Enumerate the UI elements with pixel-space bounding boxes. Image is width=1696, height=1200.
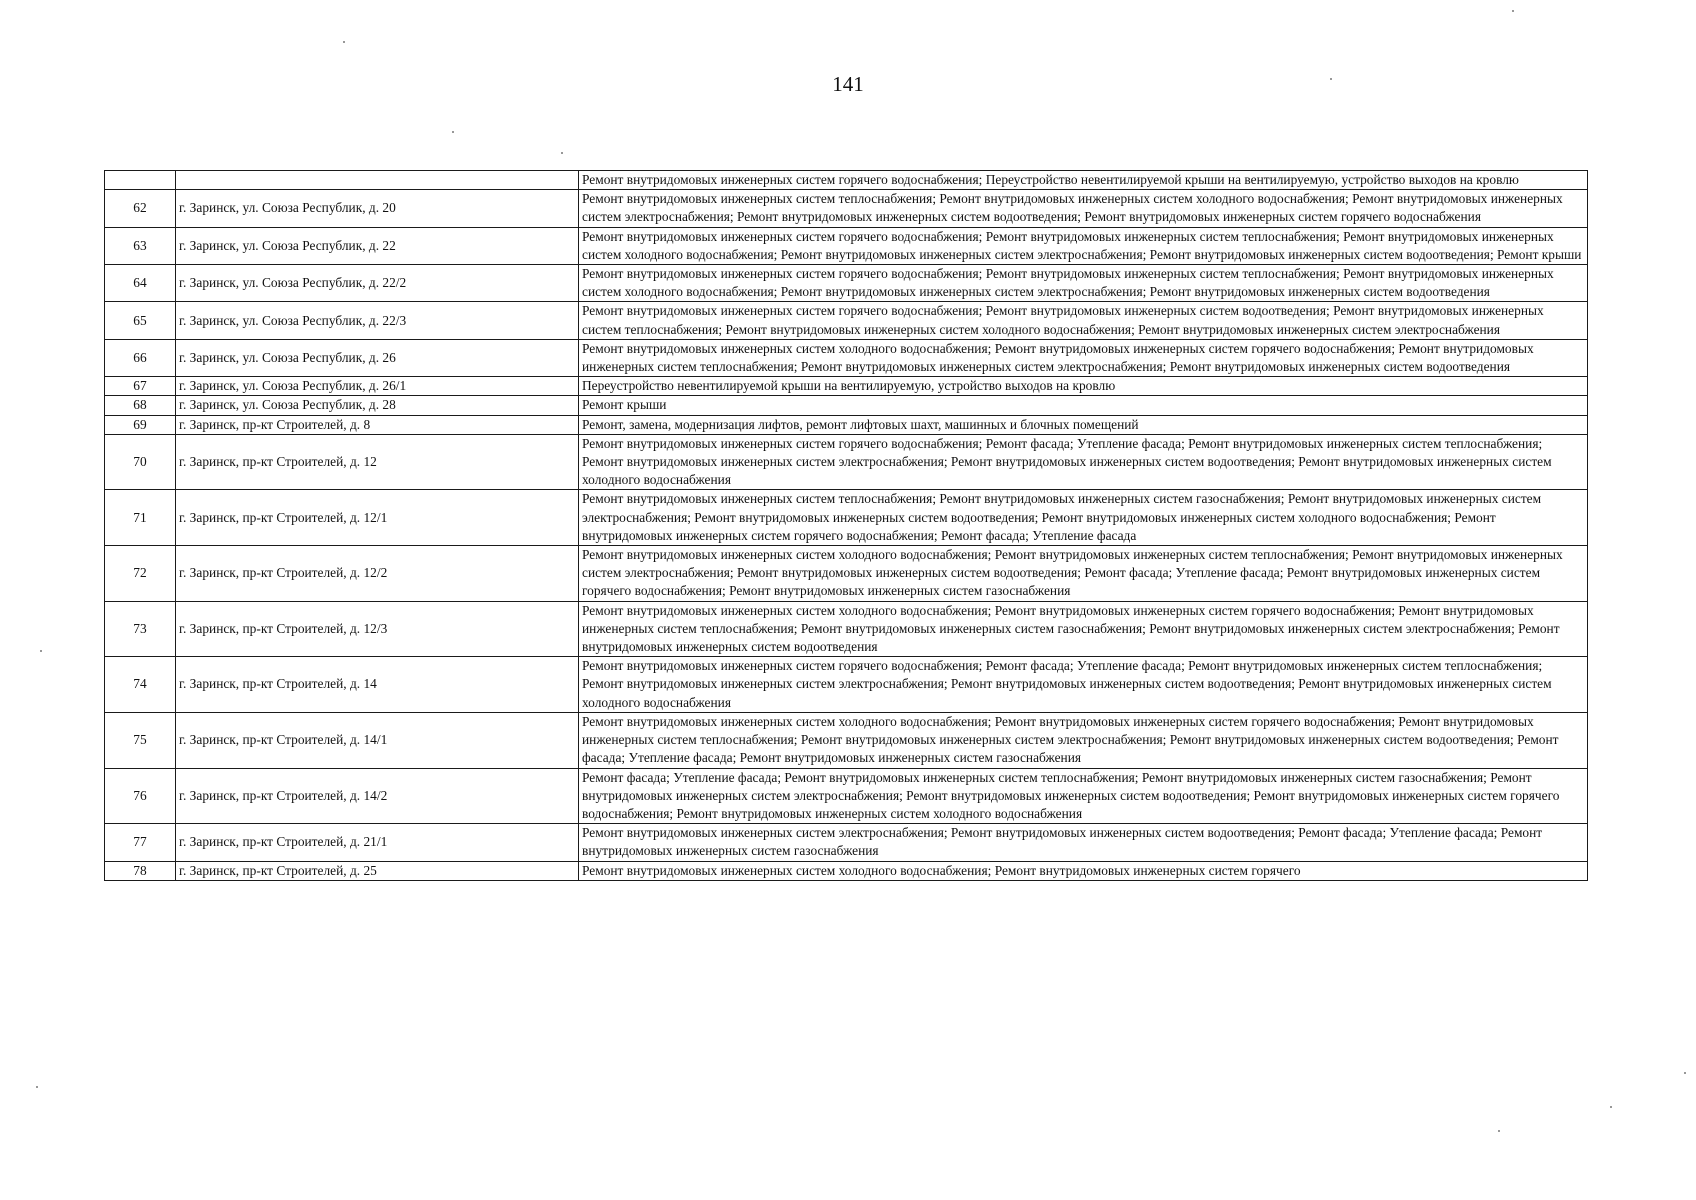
table-row: [105, 265, 1588, 302]
table-row: [105, 396, 1588, 415]
row-number-cell: 72: [105, 546, 176, 602]
address-cell: г. Заринск, ул. Союза Республик, д. 26/1: [176, 377, 579, 396]
row-number-cell: 71: [105, 490, 176, 546]
row-number-cell: 68: [105, 396, 176, 415]
scan-speck: [1498, 1130, 1500, 1132]
row-number-cell: 66: [105, 339, 176, 376]
address-cell: г. Заринск, пр-кт Строителей, д. 12/2: [176, 546, 579, 602]
table-row: [105, 227, 1588, 264]
scan-speck: [1610, 1106, 1612, 1108]
row-number-cell: 67: [105, 377, 176, 396]
works-cell: Ремонт внутридомовых инженерных систем холодного водоснабжения; Ремонт внутридомовых инженерных систем горячего водоснабжения; Ремонт внутридомовых инженерных систем теплоснабжения; Ремонт внутридомовых инженерных систем электроснабжения; Ремонт внутридомовых инженерных систем водоотведения: [579, 339, 1588, 376]
address-cell: г. Заринск, ул. Союза Республик, д. 22/3: [176, 302, 579, 339]
row-number-cell: [105, 171, 176, 190]
works-cell: Ремонт внутридомовых инженерных систем теплоснабжения; Ремонт внутридомовых инженерных систем холодного водоснабжения; Ремонт внутридомовых инженерных систем электроснабжения; Ремонт внутридомовых инженерных систем водоотведения; Ремонт внутридомовых инженерных систем горячего водоснабжения: [579, 190, 1588, 227]
table-row: [105, 601, 1588, 657]
table-row: [105, 377, 1588, 396]
repair-registry-table: [104, 170, 1588, 881]
scan-speck: [1684, 1072, 1686, 1074]
page-number: 141: [832, 72, 864, 96]
table-row: [105, 657, 1588, 713]
works-cell: Переустройство невентилируемой крыши на вентилируемую, устройство выходов на кровлю: [579, 377, 1588, 396]
scan-speck: [1512, 10, 1514, 12]
row-number-cell: 77: [105, 824, 176, 861]
table-row: [105, 339, 1588, 376]
address-cell: г. Заринск, пр-кт Строителей, д. 14/1: [176, 712, 579, 768]
works-cell: Ремонт крыши: [579, 396, 1588, 415]
works-cell: Ремонт внутридомовых инженерных систем холодного водоснабжения; Ремонт внутридомовых инженерных систем горячего: [579, 861, 1588, 880]
works-cell: Ремонт внутридомовых инженерных систем холодного водоснабжения; Ремонт внутридомовых инженерных систем горячего водоснабжения; Ремонт внутридомовых инженерных систем теплоснабжения; Ремонт внутридомовых инженерных систем газоснабжения; Ремонт внутридомовых инженерных систем электроснабжения; Ремонт внутридомовых инженерных систем водоотведения: [579, 601, 1588, 657]
address-cell: г. Заринск, пр-кт Строителей, д. 21/1: [176, 824, 579, 861]
address-cell: г. Заринск, пр-кт Строителей, д. 12/3: [176, 601, 579, 657]
address-cell: г. Заринск, ул. Союза Республик, д. 28: [176, 396, 579, 415]
row-number-cell: 75: [105, 712, 176, 768]
address-cell: г. Заринск, ул. Союза Республик, д. 20: [176, 190, 579, 227]
row-number-cell: 62: [105, 190, 176, 227]
scan-speck: [561, 152, 563, 154]
address-cell: г. Заринск, пр-кт Строителей, д. 12/1: [176, 490, 579, 546]
works-cell: Ремонт внутридомовых инженерных систем горячего водоснабжения; Ремонт внутридомовых инженерных систем водоотведения; Ремонт внутридомовых инженерных систем теплоснабжения; Ремонт внутридомовых инженерных систем холодного водоснабжения; Ремонт внутридомовых инженерных систем электроснабжения: [579, 302, 1588, 339]
scan-speck: [40, 650, 42, 652]
works-cell: Ремонт внутридомовых инженерных систем холодного водоснабжения; Ремонт внутридомовых инженерных систем теплоснабжения; Ремонт внутридомовых инженерных систем электроснабжения; Ремонт внутридомовых инженерных систем водоотведения; Ремонт фасада; Утепление фасада; Ремонт внутридомовых инженерных систем горячего водоснабжения; Ремонт внутридомовых инженерных систем газоснабжения: [579, 546, 1588, 602]
works-cell: Ремонт внутридомовых инженерных систем горячего водоснабжения; Ремонт фасада; Утепление фасада; Ремонт внутридомовых инженерных систем теплоснабжения; Ремонт внутридомовых инженерных систем электроснабжения; Ремонт внутридомовых инженерных систем водоотведения; Ремонт внутридомовых инженерных систем холодного водоснабжения: [579, 434, 1588, 490]
row-number-cell: 76: [105, 768, 176, 824]
works-cell: Ремонт внутридомовых инженерных систем теплоснабжения; Ремонт внутридомовых инженерных систем газоснабжения; Ремонт внутридомовых инженерных систем электроснабжения; Ремонт внутридомовых инженерных систем водоотведения; Ремонт внутридомовых инженерных систем холодного водоснабжения; Ремонт внутридомовых инженерных систем горячего водоснабжения; Ремонт фасада; Утепление фасада: [579, 490, 1588, 546]
row-number-cell: 78: [105, 861, 176, 880]
works-cell: Ремонт внутридомовых инженерных систем горячего водоснабжения; Ремонт внутридомовых инженерных систем теплоснабжения; Ремонт внутридомовых инженерных систем холодного водоснабжения; Ремонт внутридомовых инженерных систем электроснабжения; Ремонт внутридомовых инженерных систем водоотведения: [579, 265, 1588, 302]
table-row: [105, 824, 1588, 861]
address-cell: [176, 171, 579, 190]
table-row: [105, 302, 1588, 339]
table-row: [105, 171, 1588, 190]
scan-speck: [36, 1086, 38, 1088]
registry-table-body: [105, 171, 1588, 881]
address-cell: г. Заринск, ул. Союза Республик, д. 22/2: [176, 265, 579, 302]
works-cell: Ремонт внутридомовых инженерных систем горячего водоснабжения; Ремонт внутридомовых инженерных систем теплоснабжения; Ремонт внутридомовых инженерных систем холодного водоснабжения; Ремонт внутридомовых инженерных систем электроснабжения; Ремонт внутридомовых инженерных систем водоотведения; Ремонт крыши: [579, 227, 1588, 264]
table-row: [105, 546, 1588, 602]
address-cell: г. Заринск, ул. Союза Республик, д. 22: [176, 227, 579, 264]
address-cell: г. Заринск, ул. Союза Республик, д. 26: [176, 339, 579, 376]
works-cell: Ремонт внутридомовых инженерных систем электроснабжения; Ремонт внутридомовых инженерных систем водоотведения; Ремонт фасада; Утепление фасада; Ремонт внутридомовых инженерных систем газоснабжения: [579, 824, 1588, 861]
address-cell: г. Заринск, пр-кт Строителей, д. 14/2: [176, 768, 579, 824]
works-cell: Ремонт внутридомовых инженерных систем холодного водоснабжения; Ремонт внутридомовых инженерных систем горячего водоснабжения; Ремонт внутридомовых инженерных систем теплоснабжения; Ремонт внутридомовых инженерных систем электроснабжения; Ремонт внутридомовых инженерных систем водоотведения; Ремонт фасада; Утепление фасада; Ремонт внутридомовых инженерных систем газоснабжения: [579, 712, 1588, 768]
table-row: [105, 190, 1588, 227]
works-cell: Ремонт внутридомовых инженерных систем горячего водоснабжения; Ремонт фасада; Утепление фасада; Ремонт внутридомовых инженерных систем теплоснабжения; Ремонт внутридомовых инженерных систем электроснабжения; Ремонт внутридомовых инженерных систем водоотведения; Ремонт внутридомовых инженерных систем холодного водоснабжения: [579, 657, 1588, 713]
row-number-cell: 70: [105, 434, 176, 490]
address-cell: г. Заринск, пр-кт Строителей, д. 25: [176, 861, 579, 880]
scan-speck: [1330, 78, 1332, 80]
address-cell: г. Заринск, пр-кт Строителей, д. 12: [176, 434, 579, 490]
works-cell: Ремонт, замена, модернизация лифтов, ремонт лифтовых шахт, машинных и блочных помещений: [579, 415, 1588, 434]
works-cell: Ремонт внутридомовых инженерных систем горячего водоснабжения; Переустройство невентилируемой крыши на вентилируемую, устройство выходов на кровлю: [579, 171, 1588, 190]
table-row: [105, 712, 1588, 768]
row-number-cell: 65: [105, 302, 176, 339]
table-row: [105, 768, 1588, 824]
row-number-cell: 64: [105, 265, 176, 302]
row-number-cell: 63: [105, 227, 176, 264]
table-row: [105, 434, 1588, 490]
row-number-cell: 73: [105, 601, 176, 657]
scan-speck: [343, 41, 345, 43]
table-row: [105, 490, 1588, 546]
row-number-cell: 69: [105, 415, 176, 434]
scan-speck: [452, 131, 454, 133]
works-cell: Ремонт фасада; Утепление фасада; Ремонт внутридомовых инженерных систем теплоснабжения; Ремонт внутридомовых инженерных систем газоснабжения; Ремонт внутридомовых инженерных систем электроснабжения; Ремонт внутридомовых инженерных систем водоотведения; Ремонт внутридомовых инженерных систем горячего водоснабжения; Ремонт внутридомовых инженерных систем холодного водоснабжения: [579, 768, 1588, 824]
table-row: [105, 415, 1588, 434]
address-cell: г. Заринск, пр-кт Строителей, д. 8: [176, 415, 579, 434]
address-cell: г. Заринск, пр-кт Строителей, д. 14: [176, 657, 579, 713]
row-number-cell: 74: [105, 657, 176, 713]
table-row: [105, 861, 1588, 880]
